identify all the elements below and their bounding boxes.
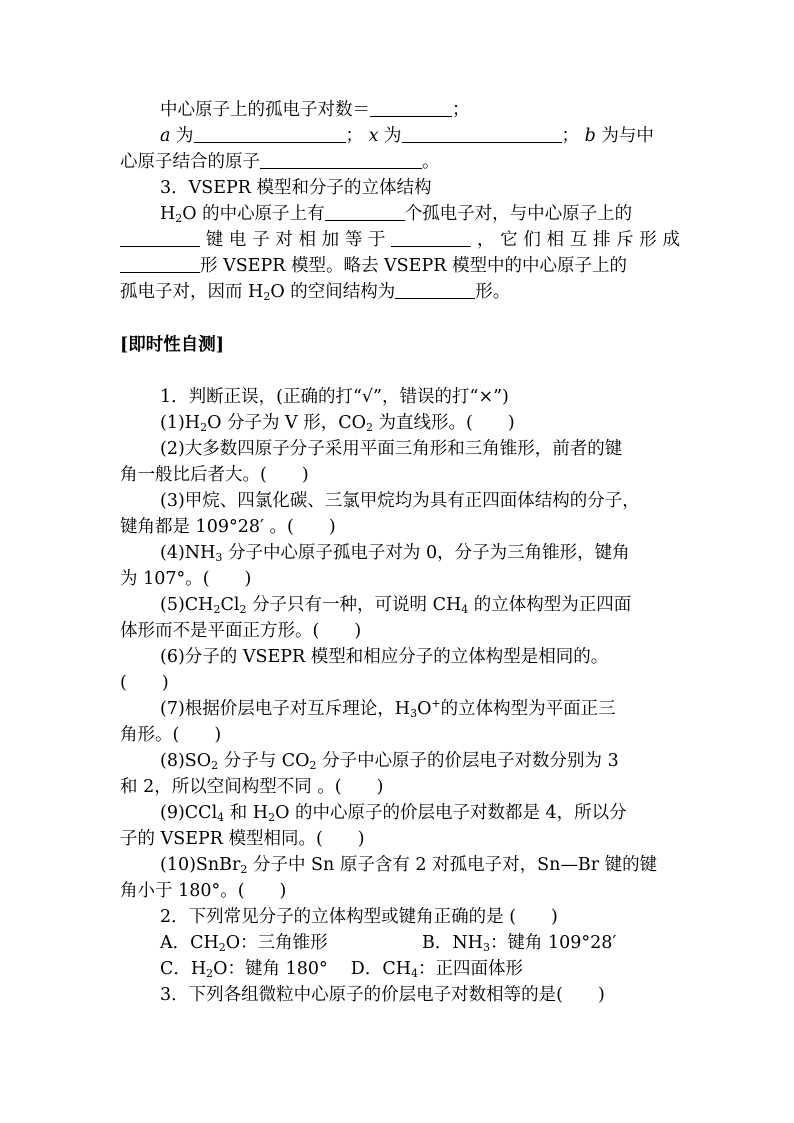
blank-sum <box>391 229 471 247</box>
blank-b-definition <box>260 151 422 169</box>
q1-item-4-cont: 为 107°。( ) <box>120 569 252 589</box>
q1-item-6-cont: ( ) <box>120 673 169 693</box>
q1-item-6: (6)分子的 VSEPR 模型和相应分子的立体构型是相同的。 <box>160 647 609 667</box>
q2-option-d: D．$CH_4$：正四面体形 <box>350 959 523 980</box>
lone-pair-formula-line: 中心原子上的孤电子对数＝ ； <box>160 100 470 120</box>
q1-item-8: $(8)SO_2$ 分子与 $CO_2$ 分子中心原子的价层电子对数分别为 3 <box>160 751 619 772</box>
blank-bond-type <box>120 229 200 247</box>
q1-item-2-cont: 角一般比后者大。( ) <box>120 465 309 485</box>
blank-h2o-shape <box>395 281 475 299</box>
quiz-heading: [即时性自测] <box>120 335 225 355</box>
q2-options-row-2 <box>160 956 720 982</box>
section-3-paragraph-line-4: 孤电子对，因而 $H_2O$ 的空间结构为 形。 <box>120 282 511 303</box>
question-2-title: 2．下列常见分子的立体构型或键角正确的是 ( ) <box>160 907 558 927</box>
section-3-paragraph-line-1: $H_2O$ 的中心原子上有 个孤电子对，与中心原子上的 <box>160 204 633 225</box>
q1-item-1: $(1)H_2O$ 分子为 V 形，$CO_2$ 为直线形。( ) <box>160 413 515 434</box>
q1-item-7-cont: 角形。( ) <box>120 725 222 745</box>
q1-item-9: (9)CCl$_4$ 和 $H_2O$ 的中心原子的价层电子对数都是 4，所以分 <box>160 803 627 824</box>
section-3-paragraph-line-2: 键电子对相加等于 ，它们相互排斥形成 <box>120 227 680 253</box>
blank-x-definition <box>402 125 562 143</box>
section-3-title: 3．VSEPR 模型和分子的立体结构 <box>160 178 432 198</box>
q1-item-2: (2)大多数四原子分子采用平面三角形和三角锥形，前者的键 <box>160 439 623 459</box>
q2-options-row-1 <box>160 930 720 956</box>
q1-item-8-cont: 和 2，所以空间构型不同 。( ) <box>120 777 384 797</box>
q1-item-10: (10)SnBr$_2$ 分子中 Sn 原子含有 2 对孤电子对，Sn—Br 键的键 <box>160 855 658 876</box>
section-3-paragraph-line-3: 形 VSEPR 模型。略去 VSEPR 模型中的中心原子上的 <box>120 253 680 279</box>
blank-lone-pairs-h2o <box>325 203 405 221</box>
q1-item-3: (3)甲烷、四氯化碳、三氯甲烷均为具有正四面体结构的分子， <box>160 491 640 511</box>
q1-item-3-cont: 键角都是 109°28′ 。( ) <box>120 517 336 537</box>
question-3-title: 3．下列各组微粒中心原子的价层电子对数相等的是( ) <box>160 985 605 1005</box>
blank-vsepr-shape <box>120 255 200 273</box>
q1-item-5-cont: 体形而不是平面正方形。( ) <box>120 621 362 641</box>
q1-item-10-cont: 角小于 180°。( ) <box>120 881 287 901</box>
variable-definition-line: a 为 ； x 为 ； b 为与中 <box>160 126 654 146</box>
q2-option-c: C．$H_2O$：键角 180° <box>160 959 328 980</box>
q2-option-b: B．$NH_3$：键角 109°28′ <box>422 933 617 954</box>
variable-definition-line-cont: 心原子结合的原子 。 <box>120 152 440 172</box>
q1-item-7: (7)根据价层电子对互斥理论，$H_3O^+$的立体构型为平面正三 <box>160 697 616 720</box>
q1-item-4: $(4)NH_3$ 分子中心原子孤电子对为 0，分子为三角锥形，键角 <box>160 543 630 564</box>
q1-item-5: $(5)CH_2Cl_2$ 分子只有一种，可说明 $CH_4$ 的立体构型为正四面 <box>160 595 632 616</box>
question-1-title: 1．判断正误，(正确的打“√”，错误的打“×”) <box>160 387 509 407</box>
q2-option-a: A．$CH_2O$：三角锥形 <box>160 933 328 954</box>
blank-lone-pair-count <box>370 99 452 117</box>
q1-item-9-cont: 子的 VSEPR 模型相同。( ) <box>120 829 365 849</box>
blank-a-definition <box>194 125 346 143</box>
